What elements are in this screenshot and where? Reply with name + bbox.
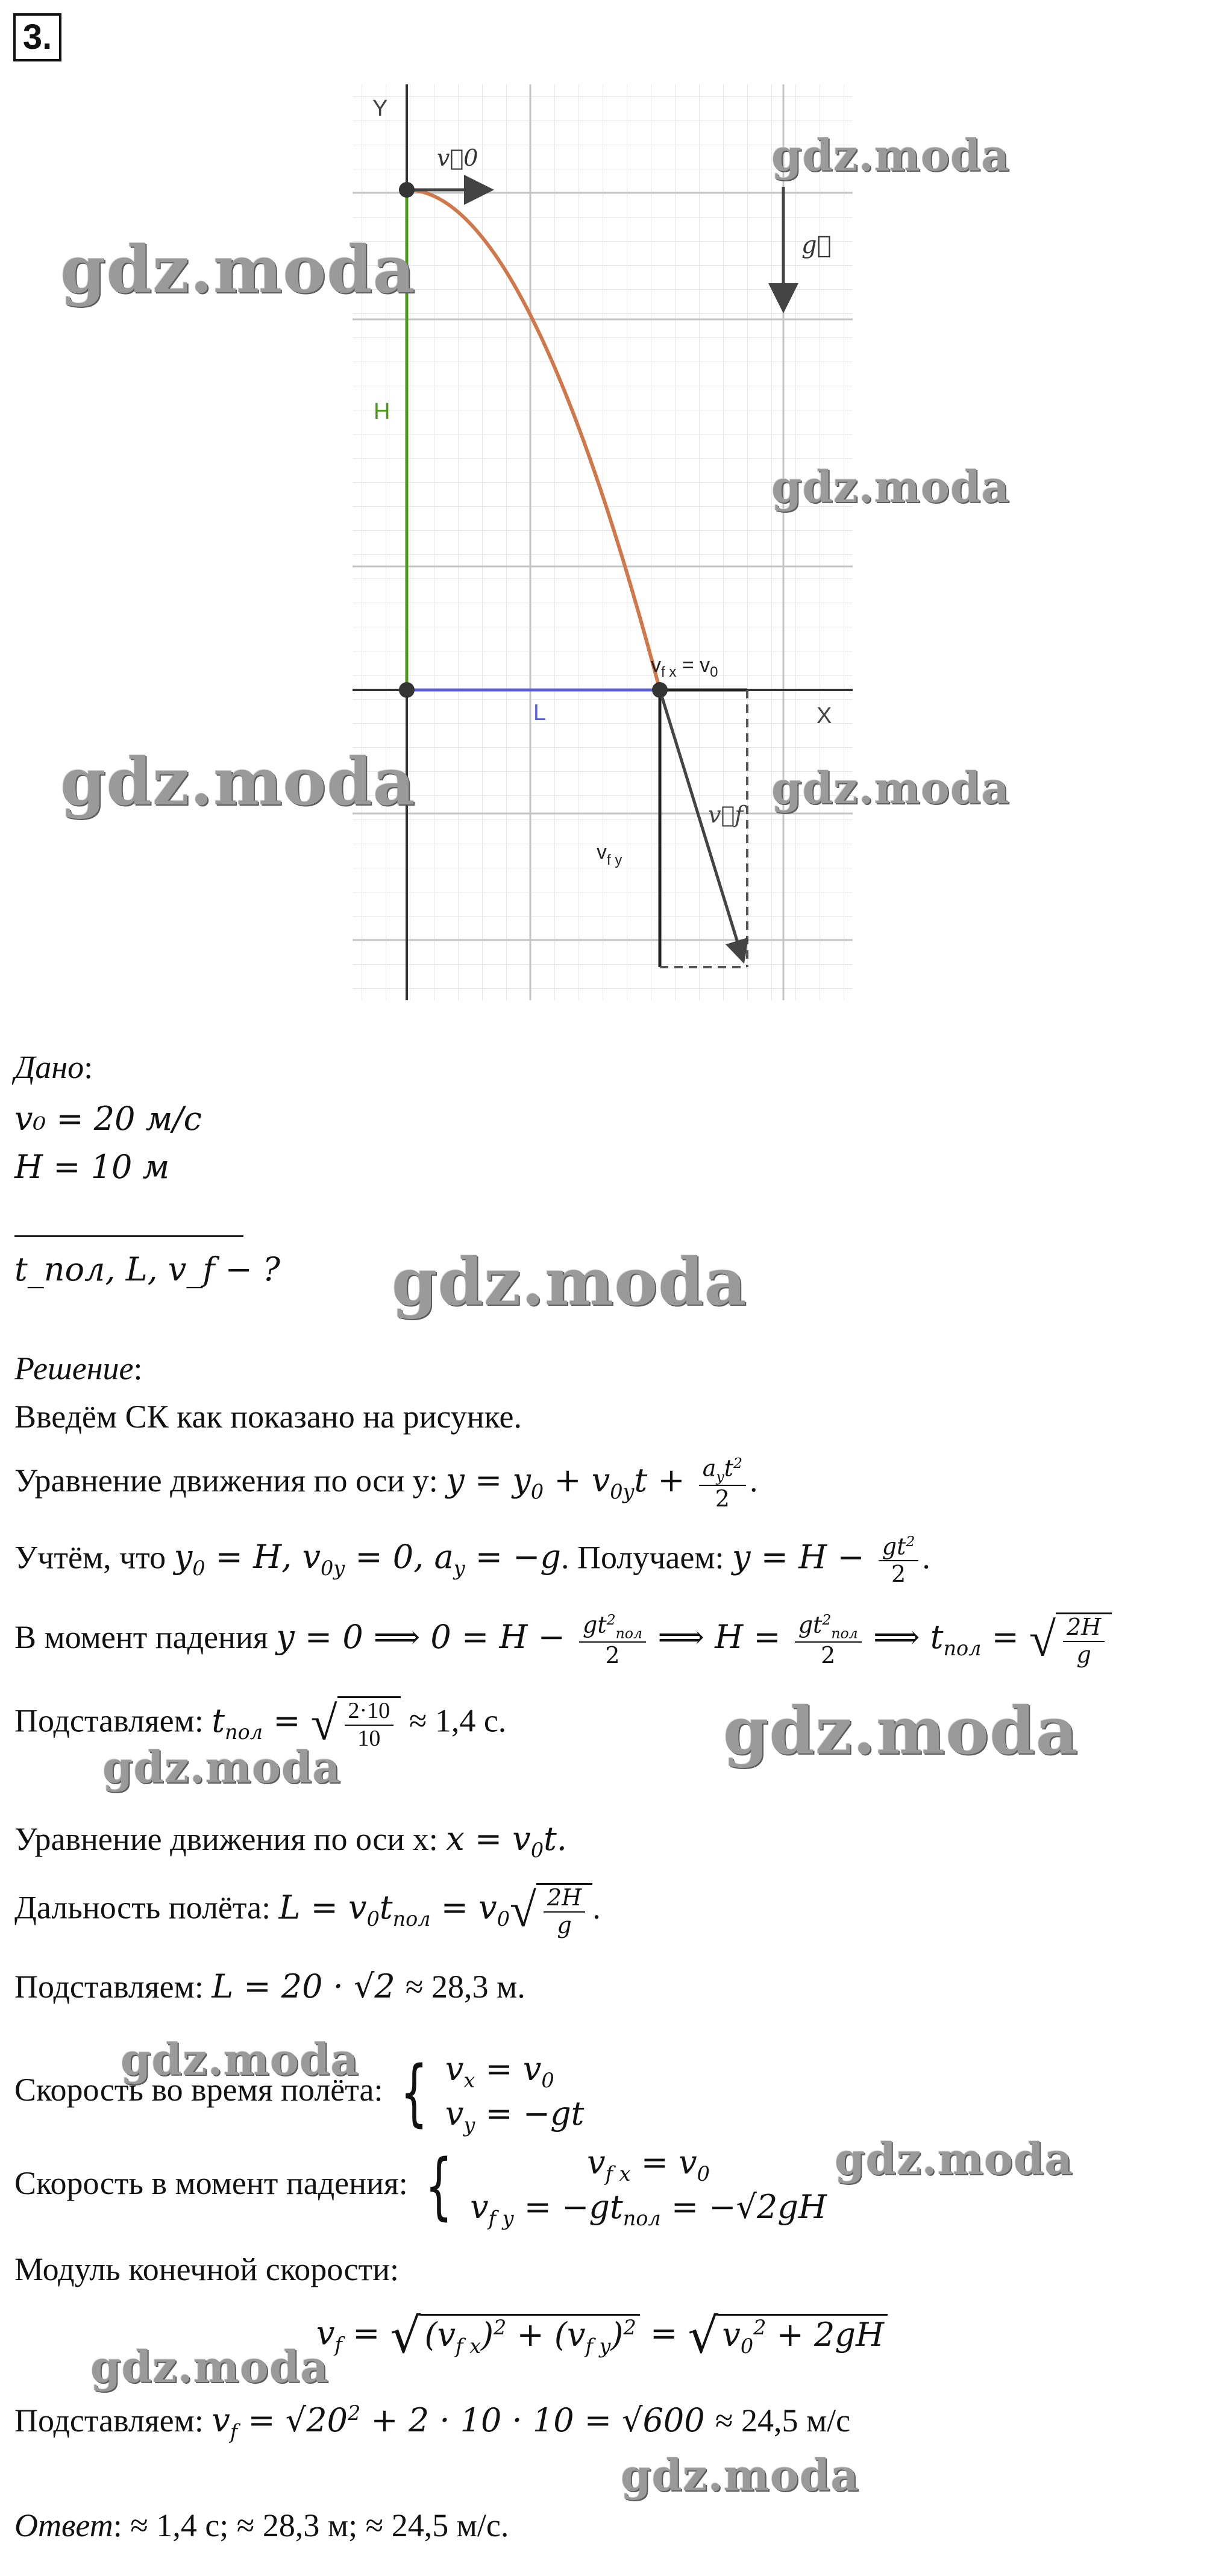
subst3-line: Подставляем: $v_f = √20^2 + 2 \cdot 10 \cdot 10 = √600 \approx 24,5$ м/с [14,2401,851,2443]
start-point [399,182,415,198]
trajectory-figure [337,72,868,1012]
watermark: gdz.moda [771,762,1010,813]
given-h: H = 10 м [14,1148,170,1186]
vel-flight-line: Скорость во время полёта: { $v_x = v_0$ $v_y = -gt$ [14,2050,585,2137]
watermark: gdz.moda [60,744,416,820]
fall-line: В момент падения y = 0 ⟹ 0 = H − $\frac{gt^2_{пол}}{2}$ ⟹ H = $\frac{gt^2_{пол}}{2}$ ⟹ $t_{пол}$ = √ $\frac{2H}{g}$ [14,1612,1112,1669]
vf-label: v⃗f [708,801,744,828]
watermark: gdz.moda [835,2133,1073,2184]
given-divider [14,1235,243,1237]
v0-label: v⃗0 [437,145,478,171]
watermark: gdz.moda [121,2034,359,2085]
y-axis-label: Y [372,96,388,121]
given-heading: Дано: [14,1049,93,1085]
origin-point [399,682,415,698]
modulus-label: Модуль конечной скорости: [14,2251,400,2287]
problem-number: 3. [13,13,61,61]
subst1-line: Подставляем: $t_{пол}$ = √ $\frac{2\cdot 10}{10}$ ≈ 1,4 с. [14,1697,507,1751]
given-find: t_пол, L, v_f − ? [14,1250,280,1288]
watermark: gdz.moda [60,232,416,308]
answer-line: Ответ: ≈ 1,4 с; ≈ 28,3 м; ≈ 24,5 м/с. [14,2507,509,2543]
g-label: g⃗ [801,231,832,259]
solution-heading: Решение: [14,1350,143,1387]
vfy-label: $v_{f y}$ [597,841,622,868]
watermark: gdz.moda [771,130,1010,181]
modulus-formula: $v_f$ = √ $(v_{f x})^2 + (v_{f y})^2$ = √ $v_0^2 + 2gH$ [316,2308,888,2364]
eq-x-line: Уравнение движения по оси x: $x = v_0t$. [14,1820,567,1862]
vfx-label: $v_{f x} = v_0$ [651,654,718,680]
eq-y-line: Уравнение движения по оси y: $y = y_0 + v_{0y}t$ + $\frac{a_yt^2}{2}$ . [14,1455,758,1512]
watermark: gdz.moda [771,461,1010,512]
given-v0: v₀ = 20 м/с [14,1100,202,1138]
height-label: H [374,399,390,424]
account-line: Учтём, что $y_0 = H$, $v_{0y} = 0$, $a_y = -g$. Получаем: y = H − $\frac{gt^2}{2}$ . [14,1533,930,1588]
range-label: L [533,700,547,725]
vel-fall-line: Скорость в момент падения: { $v_{f x} = v_0$ $v_{f y} = -gt_{пол} = -√2gH$ [14,2143,827,2230]
watermark: gdz.moda [723,1693,1079,1769]
solution-intro: Введём СК как показано на рисунке. [14,1399,522,1435]
watermark: gdz.moda [102,1741,341,1793]
x-axis-label: X [817,703,832,729]
watermark: gdz.moda [90,2341,329,2392]
subst2-line: Подставляем: L = 20 · √2 ≈ 28,3 м. [14,1967,525,2005]
range-line: Дальность полёта: $L = v_0t_{пол} = v_0√$ $\frac{2H}{g}$ . [14,1884,601,1938]
watermark: gdz.moda [621,2449,859,2501]
landing-point [652,682,668,698]
watermark: gdz.moda [392,1244,747,1320]
